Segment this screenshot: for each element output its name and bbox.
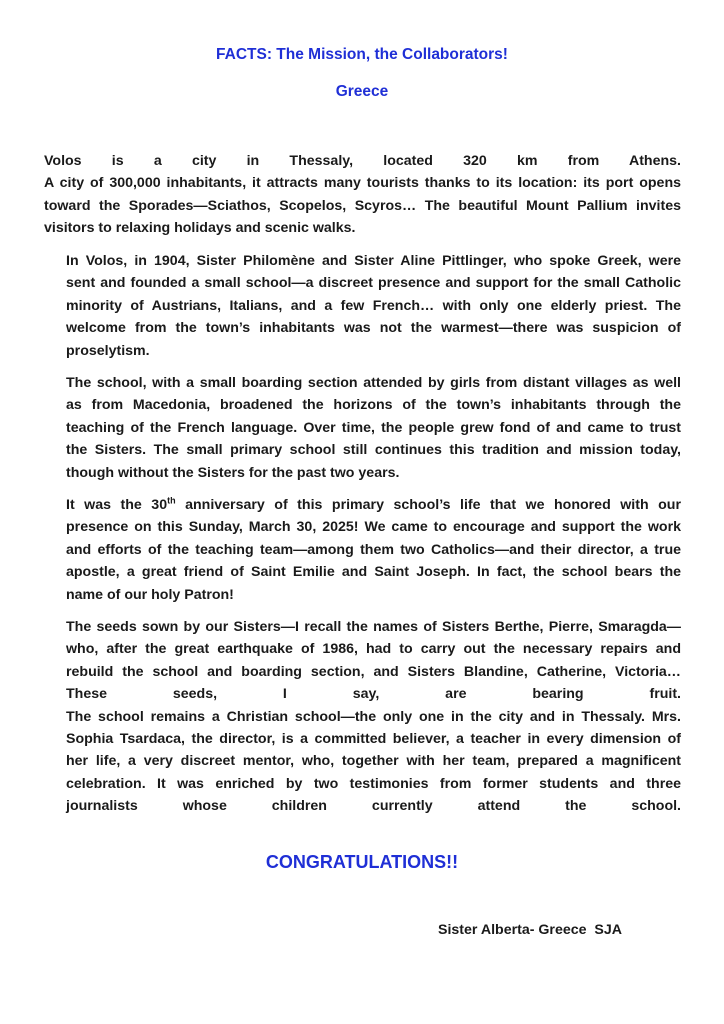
text-line: proselytism. — [66, 342, 150, 359]
paragraph-seeds — [66, 616, 681, 818]
text-line: The seeds sown by our Sisters—I recall the names of Sisters Berthe, Pierre, Smaragda— — [66, 619, 681, 635]
text-line: These seeds, I say, are bearing fruit. — [66, 686, 681, 703]
text-line: In Volos, in 1904, Sister Philomène and Sister Aline Pittlinger, who spoke Greek, were — [66, 253, 681, 269]
text-line: celebration. It was enriched by two testimonies from former students and three — [66, 775, 681, 792]
text-line: A city of 300,000 inhabitants, it attracts many tourists thanks to its location: its port opens — [44, 175, 681, 192]
paragraph-anniversary — [66, 494, 681, 606]
text-line: toward the Sporades—Sciathos, Scopelos, Scyros… The beautiful Mount Pallium invites — [44, 197, 681, 214]
text-line: Volos is a city in Thessaly, located 320 km from Athens. — [44, 153, 681, 169]
text-line: her life, a very discreet mentor, who, together with her team, prepared a magnificent — [66, 753, 681, 770]
ordinal-suffix: th — [167, 495, 176, 506]
text-line: and efforts of the teaching team—among them two Catholics—and their director, a true — [66, 541, 681, 558]
text-line: sent and founded a small school—a discreet presence and support for the small Catholic — [66, 275, 681, 292]
text-line: The school, with a small boarding section attended by girls from distant villages as well — [66, 375, 681, 391]
text-line: Sophia Tsardaca, the director, is a committed believer, a teacher in every dimension of — [66, 731, 681, 748]
signature: Sister Alberta- Greece SJA — [438, 922, 622, 938]
closing-congratulations: CONGRATULATIONS!! — [265, 852, 459, 872]
text-line: as from Macedonia, broadened the horizons of the town’s inhabitants through the — [66, 397, 681, 414]
text-fragment: anniversary of this primary school’s life that we honored with our — [175, 497, 681, 513]
page-title: FACTS: The Mission, the Collaborators! — [216, 46, 508, 63]
text-line: presence on this Sunday, March 30, 2025! We came to encourage and support the work — [66, 519, 681, 536]
text-fragment: It was the 30 — [66, 497, 168, 513]
page-subtitle: Greece — [335, 83, 389, 100]
text-line — [66, 494, 681, 516]
text-line: apostle, a great friend of Saint Emilie and Saint Joseph. In fact, the school bears the — [66, 564, 681, 581]
paragraph-history — [66, 250, 681, 362]
text-line: though without the Sisters for the past two years. — [66, 464, 400, 481]
text-line: name of our holy Patron! — [66, 586, 234, 603]
text-line: rebuild the school and boarding section, and Sisters Blandine, Catherine, Victoria… — [66, 663, 681, 680]
text-line: the Sisters. The small primary school still continues this tradition and mission today, — [66, 442, 681, 459]
text-line: The school remains a Christian school—the only one in the city and in Thessaly. Mrs. — [66, 708, 681, 725]
paragraph-intro — [44, 150, 681, 240]
paragraph-school — [66, 372, 681, 484]
text-line: welcome from the town’s inhabitants was not the warmest—there was suspicion of — [66, 320, 681, 337]
text-line: visitors to relaxing holidays and scenic walks. — [44, 220, 356, 237]
text-line: teaching of the French language. Over time, the people grew fond of and came to trust — [66, 419, 681, 436]
text-line: journalists whose children currently attend the school. — [66, 798, 681, 815]
text-line: who, after the great earthquake of 1986, had to carry out the necessary repairs and — [66, 641, 681, 658]
text-line: minority of Austrians, Italians, and a few French… with only one elderly priest. The — [66, 297, 681, 314]
